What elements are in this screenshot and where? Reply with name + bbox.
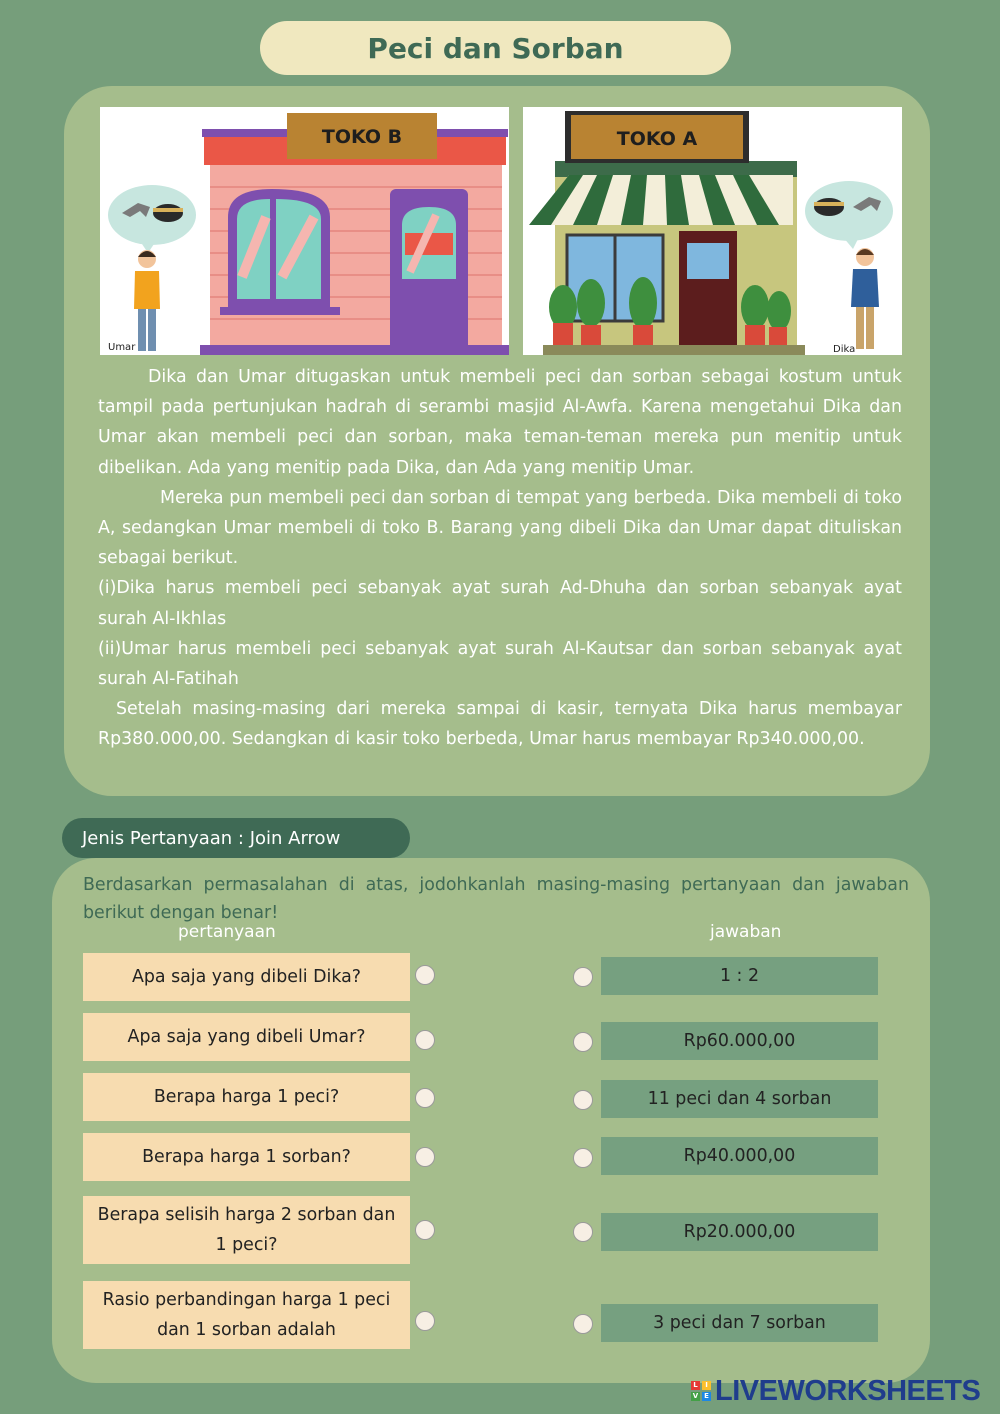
question-type-label: Jenis Pertanyaan : Join Arrow bbox=[62, 818, 410, 858]
question-4: Berapa harga 1 sorban? bbox=[83, 1133, 410, 1181]
question-5-connector[interactable] bbox=[415, 1220, 435, 1240]
story-paragraph: (i)Dika harus membeli peci sebanyak ayat surah Ad-Dhuha dan sorban sebanyak ayat surah Al-Ikhlas bbox=[98, 578, 902, 629]
answer-4-connector[interactable] bbox=[573, 1148, 593, 1168]
dika-label: Dika bbox=[833, 344, 856, 355]
liveworksheets-brand bbox=[691, 1374, 980, 1408]
liveworksheets-wordmark: LIVEWORKSHEETS bbox=[715, 1374, 981, 1407]
question-2: Apa saja yang dibeli Umar? bbox=[83, 1013, 410, 1061]
question-5: Berapa selisih harga 2 sorban dan 1 peci? bbox=[83, 1196, 410, 1264]
question-6-connector[interactable] bbox=[415, 1311, 435, 1331]
toko-a-illustration bbox=[523, 107, 902, 355]
answer-4: Rp40.000,00 bbox=[601, 1137, 878, 1175]
answer-5-connector[interactable] bbox=[573, 1222, 593, 1242]
question-6: Rasio perbandingan harga 1 peci dan 1 sorban adalah bbox=[83, 1281, 410, 1349]
story-paragraph: Setelah masing-masing dari mereka sampai di kasir, ternyata Dika harus membayar Rp380.000,00. Sedangkan di kasir toko berbeda, Umar harus membayar Rp340.000,00. bbox=[98, 699, 902, 750]
answer-5: Rp20.000,00 bbox=[601, 1213, 878, 1251]
question-1-connector[interactable] bbox=[415, 965, 435, 985]
toko-b-sign: TOKO B bbox=[321, 126, 403, 148]
liveworksheets-logo-icon: L I V E bbox=[691, 1381, 711, 1401]
story-paragraph: (ii)Umar harus membeli peci sebanyak ayat surah Al-Kautsar dan sorban sebanyak ayat surah Al-Fatihah bbox=[98, 638, 902, 690]
question-1: Apa saja yang dibeli Dika? bbox=[83, 953, 410, 1001]
answer-3: 11 peci dan 4 sorban bbox=[601, 1080, 878, 1118]
question-3-connector[interactable] bbox=[415, 1088, 435, 1108]
page-title: Peci dan Sorban bbox=[260, 21, 731, 75]
story-paragraph: Dika dan Umar ditugaskan untuk membeli peci dan sorban sebagai kostum untuk tampil pada pertunjukan hadrah di serambi masjid Al-Awfa. Karena mengetahui Dika dan Umar akan membeli peci dan sorban, maka teman-teman mereka pun menitip untuk dibelikan. Ada yang menitip pada Dika, dan Ada yang menitip Umar. bbox=[98, 367, 902, 478]
toko-b-illustration bbox=[100, 107, 509, 355]
answer-3-connector[interactable] bbox=[573, 1090, 593, 1110]
scene-toko-a bbox=[523, 107, 902, 355]
instruction-text: Berdasarkan permasalahan di atas, jodohkanlah masing-masing pertanyaan dan jawaban berikut dengan benar! bbox=[83, 875, 909, 923]
peci-icon bbox=[153, 204, 183, 222]
answer-2: Rp60.000,00 bbox=[601, 1022, 878, 1060]
answer-6: 3 peci dan 7 sorban bbox=[601, 1304, 878, 1342]
question-4-connector[interactable] bbox=[415, 1147, 435, 1167]
peci-icon bbox=[814, 198, 844, 216]
umar-label: Umar bbox=[108, 342, 136, 353]
scene-toko-b bbox=[100, 107, 509, 355]
answer-1-connector[interactable] bbox=[573, 967, 593, 987]
answers-column-header: jawaban bbox=[710, 922, 782, 942]
toko-a-sign: TOKO A bbox=[616, 128, 698, 150]
answer-2-connector[interactable] bbox=[573, 1032, 593, 1052]
answer-1: 1 : 2 bbox=[601, 957, 878, 995]
answer-6-connector[interactable] bbox=[573, 1314, 593, 1334]
question-3: Berapa harga 1 peci? bbox=[83, 1073, 410, 1121]
question-2-connector[interactable] bbox=[415, 1030, 435, 1050]
story-text bbox=[98, 362, 902, 755]
questions-column-header: pertanyaan bbox=[178, 922, 276, 942]
story-paragraph: Mereka pun membeli peci dan sorban di tempat yang berbeda. Dika membeli di toko A, sedangkan Umar membeli di toko B. Barang yang dibeli Dika dan Umar dapat dituliskan sebagai berikut. bbox=[98, 487, 902, 569]
